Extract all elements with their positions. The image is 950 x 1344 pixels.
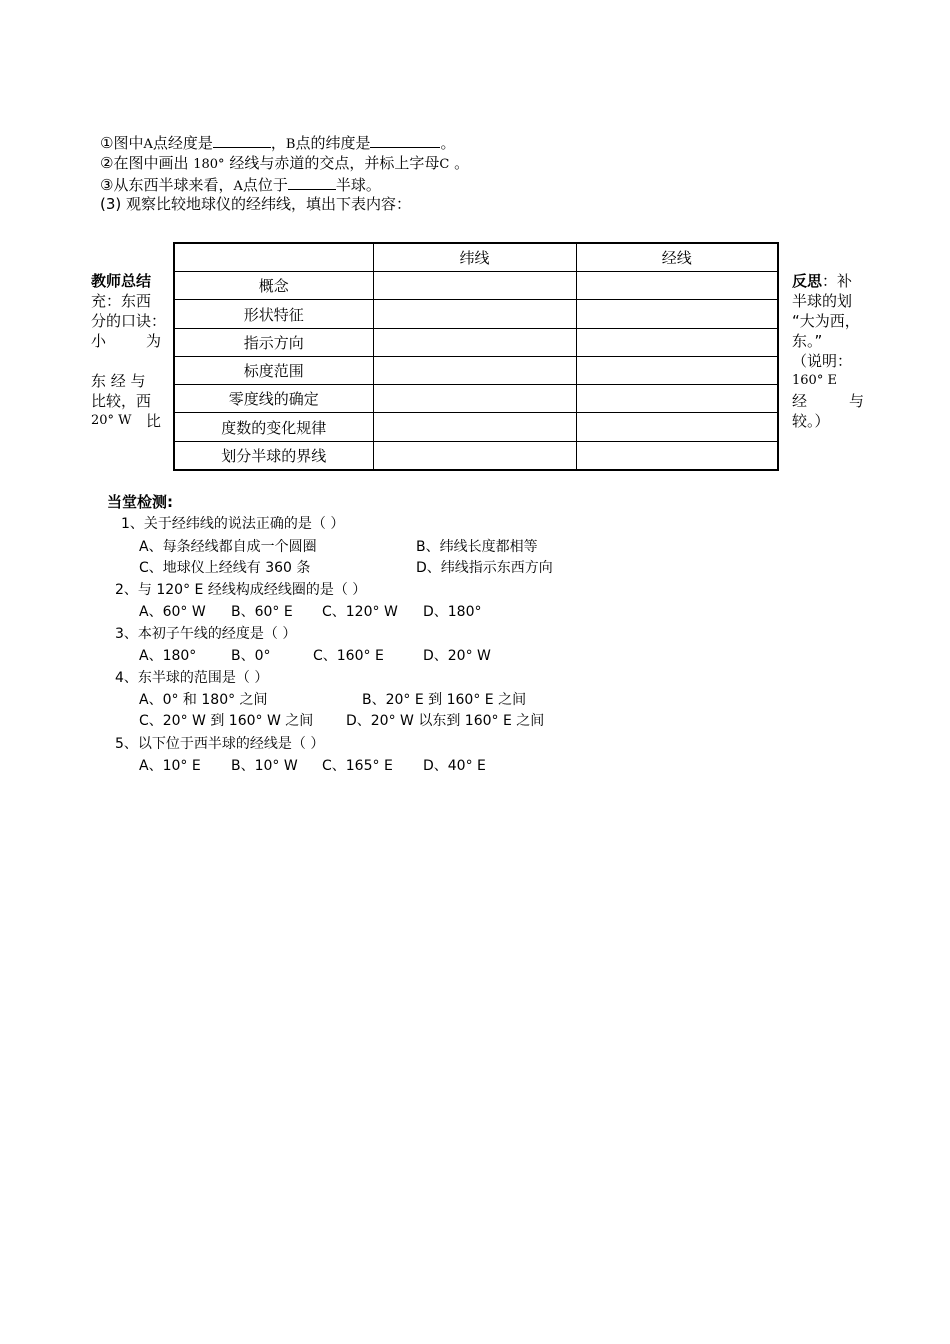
row-label: 标度范围 [174, 356, 373, 384]
quiz-question-1: 1、关于经纬线的说法正确的是（ ） [121, 516, 345, 532]
answer-cell[interactable] [373, 413, 576, 441]
table-header-row [174, 243, 778, 272]
table-header-cell: 纬线 [373, 243, 576, 272]
row-label: 划分半球的界线 [174, 441, 373, 470]
answer-cell[interactable] [576, 300, 778, 328]
table-row [174, 441, 778, 470]
q2-option-c[interactable]: C、120° W [322, 604, 398, 620]
answer-cell[interactable] [576, 328, 778, 356]
answer-cell[interactable] [576, 413, 778, 441]
q5-option-c[interactable]: C、165° E [322, 758, 393, 774]
q3-option-b[interactable]: B、0° [231, 648, 271, 664]
teacher-summary-note: 教师总结 充：东西 分的口诀： 小 为 东 经 与 比较，西 20° W 比 [91, 272, 167, 430]
answer-cell[interactable] [576, 385, 778, 413]
answer-cell[interactable] [373, 356, 576, 384]
answer-cell[interactable] [576, 272, 778, 300]
q1-option-d[interactable]: D、纬线指示东西方向 [416, 560, 553, 576]
table-row [174, 385, 778, 413]
q5-option-b[interactable]: B、10° W [231, 758, 298, 774]
answer-cell[interactable] [576, 441, 778, 470]
q2-option-d[interactable]: D、180° [423, 604, 482, 620]
q4-option-b[interactable]: B、20° E 到 160° E 之间 [362, 692, 527, 708]
row-label: 指示方向 [174, 328, 373, 356]
q4-option-c[interactable]: C、20° W 到 160° W 之间 [139, 713, 314, 729]
reflection-note: 反思：补 半球的划 “大为西， 东。” （说明： 160° E 经 与 较。） [792, 272, 864, 430]
q1-option-c[interactable]: C、地球仪上经线有 360 条 [139, 560, 311, 576]
answer-cell[interactable] [373, 300, 576, 328]
answer-cell[interactable] [576, 356, 778, 384]
answer-cell[interactable] [373, 441, 576, 470]
q3-option-a[interactable]: A、180° [139, 648, 197, 664]
table-row [174, 413, 778, 441]
quiz-heading: 当堂检测: [107, 493, 173, 511]
answer-cell[interactable] [373, 272, 576, 300]
quiz-question-4: 4、东半球的范围是（ ） [115, 670, 269, 686]
q3-option-c[interactable]: C、160° E [313, 648, 384, 664]
row-label: 形状特征 [174, 300, 373, 328]
quiz-question-5: 5、以下位于西半球的经线是（ ） [115, 736, 325, 752]
answer-blank-a-longitude[interactable] [213, 133, 271, 148]
quiz-question-3: 3、本初子午线的经度是（ ） [115, 626, 297, 642]
question-line-2: ②在图中画出 180° 经线与赤道的交点，并标上字母C 。 [100, 154, 470, 172]
table-row [174, 328, 778, 356]
table-row [174, 300, 778, 328]
row-label: 概念 [174, 272, 373, 300]
row-label: 度数的变化规律 [174, 413, 373, 441]
q5-option-a[interactable]: A、10° E [139, 758, 201, 774]
answer-blank-b-latitude[interactable] [370, 133, 440, 148]
q5-option-d[interactable]: D、40° E [423, 758, 486, 774]
q2-option-b[interactable]: B、60° E [231, 604, 293, 620]
table-header-cell [174, 243, 373, 272]
latitude-longitude-comparison-table [173, 242, 779, 471]
question-line-3: ③从东西半球来看，A点位于 半球。 [100, 176, 381, 194]
table-row [174, 272, 778, 300]
q1-option-b[interactable]: B、纬线长度都相等 [416, 539, 538, 555]
answer-blank-hemisphere[interactable] [288, 175, 336, 190]
q4-option-d[interactable]: D、20° W 以东到 160° E 之间 [346, 713, 545, 729]
q3-option-d[interactable]: D、20° W [423, 648, 491, 664]
row-label: 零度线的确定 [174, 385, 373, 413]
q4-option-a[interactable]: A、0° 和 180° 之间 [139, 692, 268, 708]
table-header-cell: 经线 [576, 243, 778, 272]
table-row [174, 356, 778, 384]
question-line-4: (3) 观察比较地球仪的经纬线，填出下表内容： [100, 195, 412, 213]
answer-cell[interactable] [373, 328, 576, 356]
q1-option-a[interactable]: A、每条经线都自成一个圆圈 [139, 539, 317, 555]
quiz-question-2: 2、与 120° E 经线构成经线圈的是（ ） [115, 582, 367, 598]
question-line-1: ①图中A点经度是 ，B点的纬度是 。 [100, 134, 456, 152]
q2-option-a[interactable]: A、60° W [139, 604, 206, 620]
answer-cell[interactable] [373, 385, 576, 413]
